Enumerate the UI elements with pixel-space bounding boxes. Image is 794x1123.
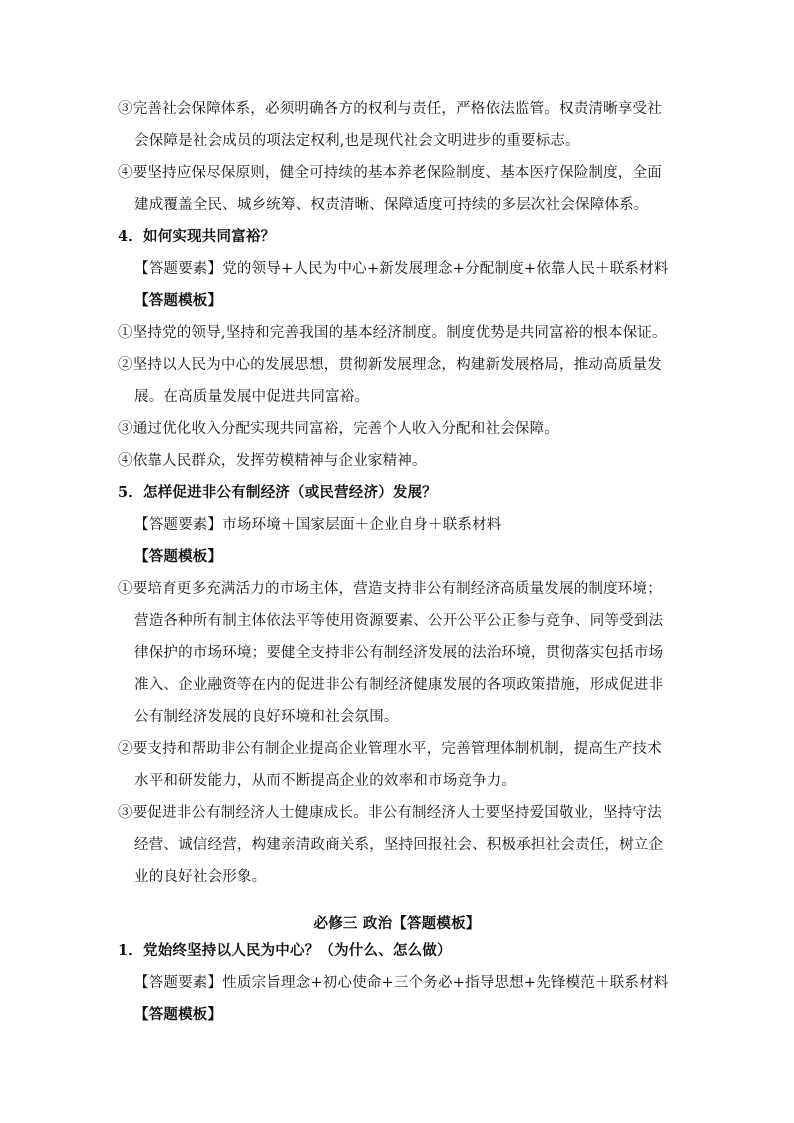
answer-elements-line: 【答题要素】党的领导+人民为中心+新发展理念+分配制度+依靠人民＋联系材料 [134, 261, 669, 277]
paragraph-line: ②坚持以人民为中心的发展思想，贯彻新发展理念，构建新发展格局，推动高质量发 [118, 357, 662, 373]
paragraph-line: ③通过优化收入分配实现共同富裕，完善个人收入分配和社会保障。 [118, 421, 559, 437]
answer-elements-line: 【答题要素】性质宗旨理念+初心使命+三个务必+指导思想+先锋模范＋联系材料 [134, 975, 669, 991]
paragraph-line: ④依靠人民群众，发挥劳模精神与企业家精神。 [118, 453, 427, 469]
paragraph-line: ①坚持党的领导,坚持和完善我国的基本经济制度。制度优势是共同富裕的根本保证。 [118, 325, 667, 341]
answer-template-label: 【答题模板】 [134, 292, 223, 309]
paragraph-line: ③要促进非公有制经济人士健康成长。非公有制经济人士要坚持爱国敬业，坚持守法 [118, 805, 662, 821]
paragraph-line: ②要支持和帮助非公有制企业提高企业管理水平，完善管理体制机制，提高生产技术 [118, 741, 662, 757]
answer-elements-line: 【答题要素】市场环境＋国家层面＋企业自身＋联系材料 [134, 517, 502, 533]
paragraph-line: 经营、诚信经营，构建亲清政商关系，坚持回报社会、积极承担社会责任，树立企 [134, 837, 664, 853]
paragraph-line: ④要坚持应保尽保原则，健全可持续的基本养老保险制度、基本医疗保险制度，全面 [118, 165, 662, 181]
question-heading: 4．如何实现共同富裕？ [118, 228, 276, 245]
question-heading: 1．党始终坚持以人民为中心？（为什么、怎么做） [118, 942, 452, 959]
paragraph-line: 展。在高质量发展中促进共同富裕。 [134, 389, 370, 405]
paragraph-line: 准入、企业融资等在内的促进非公有制经济健康发展的各项政策措施，形成促进非 [134, 677, 664, 693]
question-heading: 5．怎样促进非公有制经济（或民营经济）发展？ [118, 484, 437, 501]
paragraph-line: ①要培育更多充满活力的市场主体，营造支持非公有制经济高质量发展的制度环境； [118, 581, 662, 597]
paragraph-line: 水平和研发能力，从而不断提高企业的效率和市场竞争力。 [134, 773, 517, 789]
section-title: 必修三 政治【答题模板】 [313, 915, 481, 932]
answer-template-label: 【答题模板】 [134, 1006, 223, 1023]
paragraph-line: 营造各种所有制主体依法平等使用资源要素、公开公平公正参与竞争、同等受到法 [134, 613, 664, 629]
paragraph-line: 律保护的市场环境；要健全支持非公有制经济发展的法治环境，贯彻落实包括市场 [134, 645, 664, 661]
paragraph-line: 建成覆盖全民、城乡统筹、权责清晰、保障适度可持续的多层次社会保障体系。 [134, 197, 649, 213]
answer-template-label: 【答题模板】 [134, 548, 223, 565]
paragraph-line: ③完善社会保障体系，必须明确各方的权利与责任，严格依法监管。权责清晰享受社 [118, 101, 662, 117]
paragraph-line: 业的良好社会形象。 [134, 869, 267, 885]
paragraph-line: 会保障是社会成员的项法定权利,也是现代社会文明进步的重要标志。 [134, 133, 580, 149]
paragraph-line: 公有制经济发展的良好环境和社会氛围。 [134, 709, 399, 725]
